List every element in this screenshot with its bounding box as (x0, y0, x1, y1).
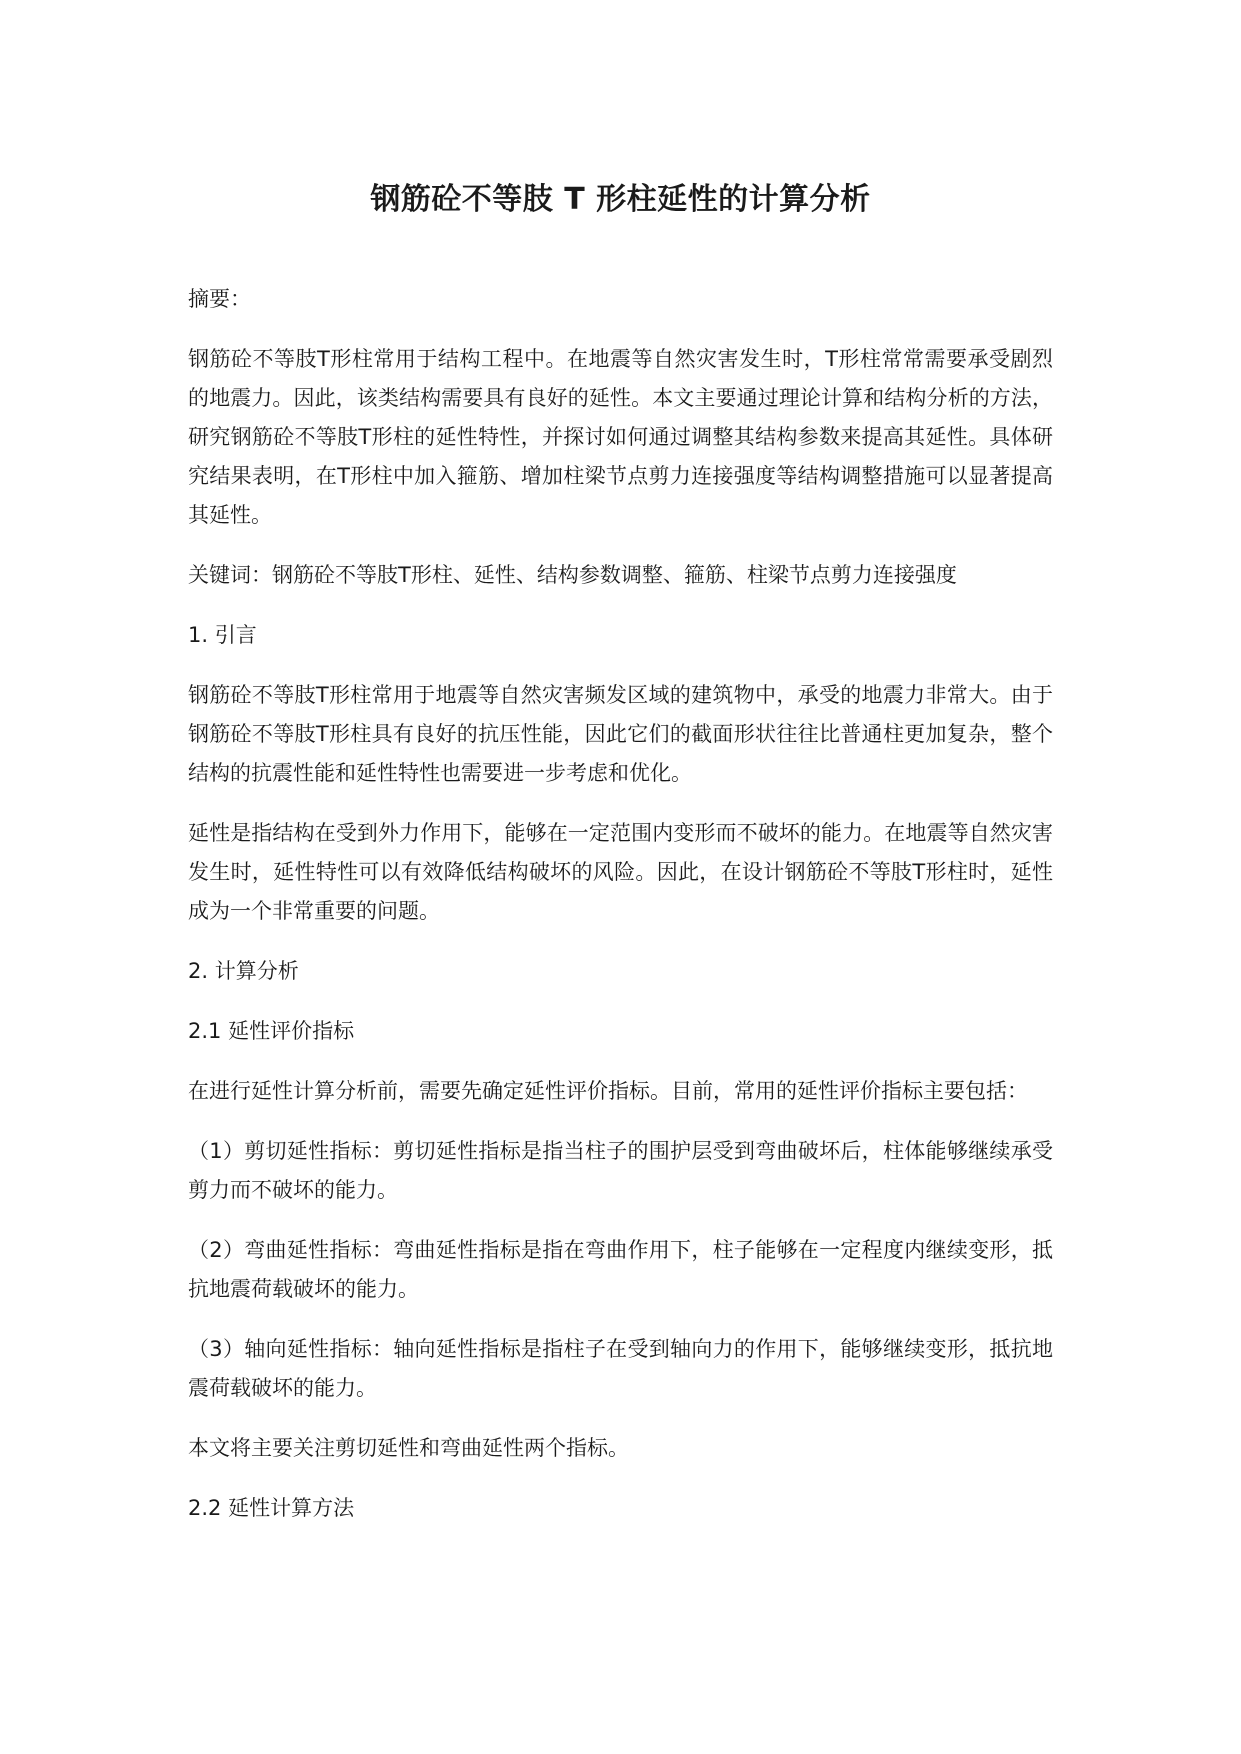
body-paragraph: 在进行延性计算分析前，需要先确定延性评价指标。目前，常用的延性评价指标主要包括： (188, 1079, 1028, 1103)
list-item: （3）轴向延性指标：轴向延性指标是指柱子在受到轴向力的作用下，能够继续变形，抵抗地震荷载破坏的能力。 (188, 1337, 1053, 1400)
abstract-heading: 摘要： (188, 287, 251, 311)
section-heading-introduction: 1. 引言 (188, 623, 257, 647)
section-heading-analysis: 2. 计算分析 (188, 959, 299, 983)
list-item: （1）剪切延性指标：剪切延性指标是指当柱子的围护层受到弯曲破坏后，柱体能够继续承受剪力而不破坏的能力。 (188, 1139, 1053, 1202)
body-paragraph: 钢筋砼不等肢T形柱常用于地震等自然灾害频发区域的建筑物中，承受的地震力非常大。由于钢筋砼不等肢T形柱具有良好的抗压性能，因此它们的截面形状往往比普通柱更加复杂，整个结构的抗震性能和延性特性也需要进一步考虑和优化。 (188, 683, 1053, 785)
document-title: 钢筋砼不等肢 T 形柱延性的计算分析 (370, 182, 871, 217)
document-body (188, 280, 1053, 1528)
keywords-paragraph: 关键词：钢筋砼不等肢T形柱、延性、结构参数调整、箍筋、柱梁节点剪力连接强度 (188, 563, 957, 587)
list-item: （2）弯曲延性指标：弯曲延性指标是指在弯曲作用下，柱子能够在一定程度内继续变形，抵抗地震荷载破坏的能力。 (188, 1238, 1053, 1301)
body-paragraph: 本文将主要关注剪切延性和弯曲延性两个指标。 (188, 1436, 629, 1460)
abstract-paragraph: 钢筋砼不等肢T形柱常用于结构工程中。在地震等自然灾害发生时，T形柱常常需要承受剧烈的地震力。因此，该类结构需要具有良好的延性。本文主要通过理论计算和结构分析的方法，研究钢筋砼不等肢T形柱的延性特性，并探讨如何通过调整其结构参数来提高其延性。具体研究结果表明，在T形柱中加入箍筋、增加柱梁节点剪力连接强度等结构调整措施可以显著提高其延性。 (188, 347, 1053, 527)
subsection-heading-indicators: 2.1 延性评价指标 (188, 1019, 355, 1043)
body-paragraph: 延性是指结构在受到外力作用下，能够在一定范围内变形而不破坏的能力。在地震等自然灾害发生时，延性特性可以有效降低结构破坏的风险。因此，在设计钢筋砼不等肢T形柱时，延性成为一个非常重要的问题。 (188, 821, 1053, 923)
subsection-heading-methods: 2.2 延性计算方法 (188, 1496, 355, 1520)
